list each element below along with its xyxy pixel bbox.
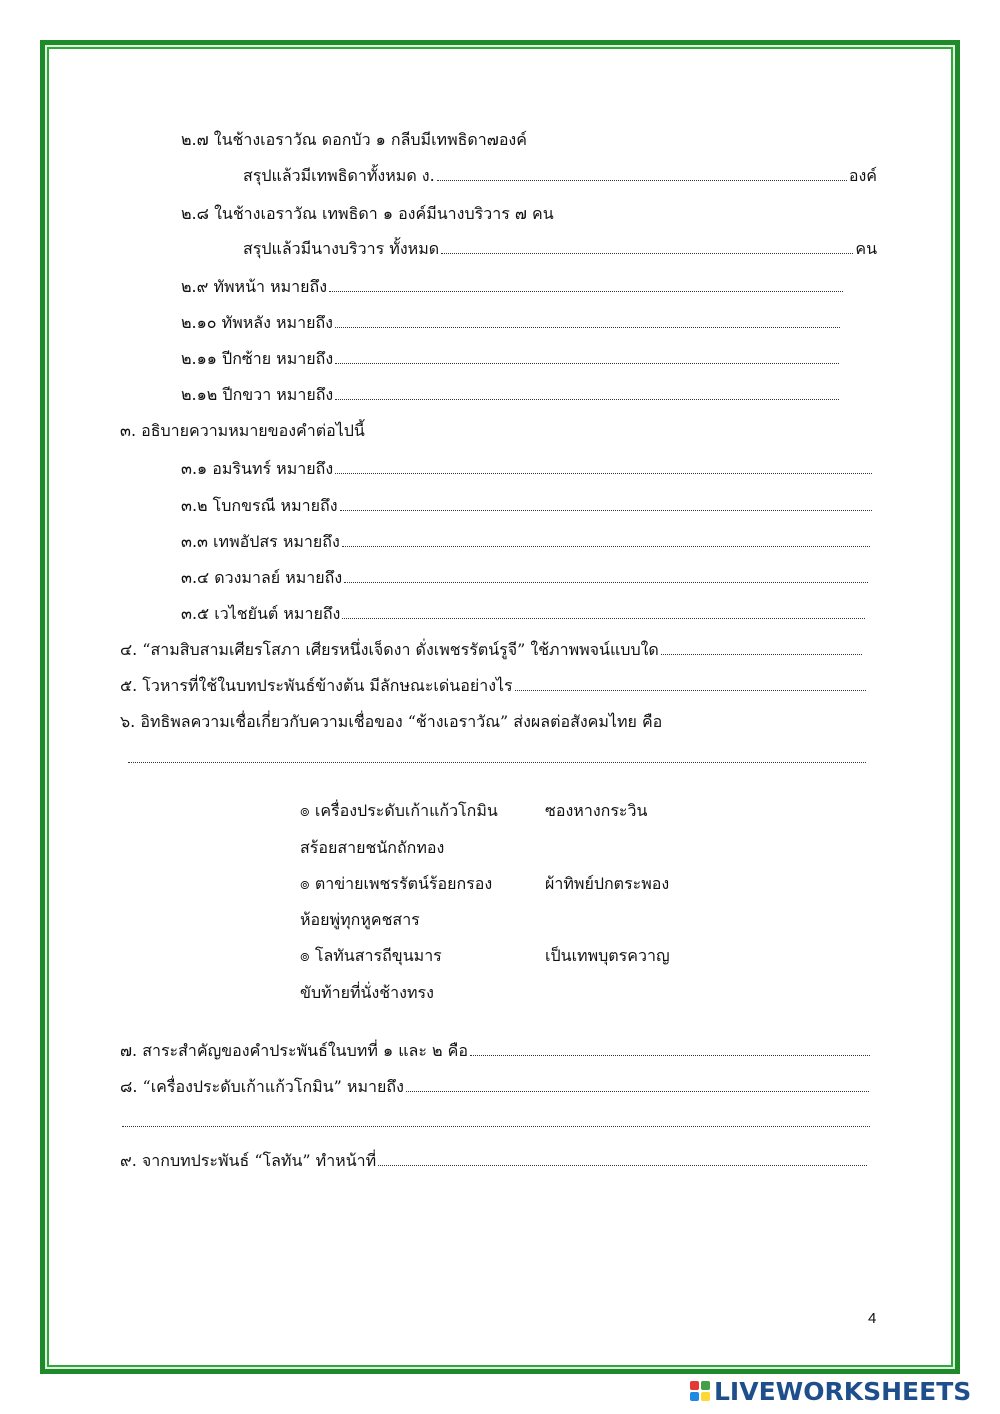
answer-blank[interactable]	[335, 349, 839, 364]
question-3: ๓. อธิบายความหมายของคำต่อไปนี้	[120, 421, 365, 440]
item-2-12: ๒.๑๒ ปีกขวา หมายถึง	[181, 384, 841, 406]
answer-blank[interactable]	[340, 496, 872, 511]
question-9: ๙. จากบทประพันธ์ “โลทัน” ทำหน้าที่	[120, 1150, 869, 1172]
item-3-4: ๓.๔ ดวงมาลย์ หมายถึง	[181, 567, 870, 589]
answer-blank[interactable]	[128, 748, 866, 763]
item-2-8-summary: สรุปแล้วมีนางบริวาร ทั้งหมด คน	[243, 239, 877, 258]
page-number: 4	[868, 1310, 877, 1327]
item-2-8: ๒.๘ ในช้างเอราวัณ เทพธิดา ๑ องค์มีนางบริวาร ๗ คน	[181, 204, 554, 223]
item-2-7-summary: สรุปแล้วมีเทพธิดาทั้งหมด ง. องค์	[243, 166, 877, 185]
answer-blank[interactable]	[342, 532, 870, 547]
answer-blank[interactable]	[406, 1077, 869, 1092]
poem-line-5a: ๏ โลทันสารถีขุนมาร	[300, 946, 442, 965]
answer-blank[interactable]	[342, 604, 865, 619]
question-4: ๔. “สามสิบสามเศียรโสภา เศียรหนึ่งเจ็ดงา ดั่งเพชรรัตน์รูจี” ใช้ภาพพจน์แบบใด	[120, 639, 864, 661]
answer-blank[interactable]	[335, 313, 840, 328]
answer-blank[interactable]	[470, 1041, 870, 1056]
poem-line-1a: ๏ เครื่องประดับเก้าแก้วโกมิน	[300, 801, 498, 820]
answer-blank[interactable]	[515, 676, 866, 691]
answer-blank[interactable]	[122, 1112, 870, 1127]
item-2-10: ๒.๑๐ ทัพหลัง หมายถึง	[181, 312, 842, 334]
item-3-3: ๓.๓ เทพอัปสร หมายถึง	[181, 531, 872, 553]
answer-blank[interactable]	[378, 1151, 867, 1166]
poem-line-2a: สร้อยสายชนักถักทอง	[300, 838, 445, 857]
answer-blank[interactable]	[661, 640, 862, 655]
question-6-answer-line	[126, 748, 868, 763]
answer-blank[interactable]	[344, 568, 868, 583]
poem-line-5b: เป็นเทพบุตรควาญ	[545, 946, 670, 965]
answer-blank[interactable]	[329, 277, 843, 292]
poem-line-4a: ห้อยพู่ทุกหูคชสาร	[300, 910, 420, 929]
brand-name: LIVEWORKSHEETS	[714, 1376, 972, 1406]
item-2-7: ๒.๗ ในช้างเอราวัณ ดอกบัว ๑ กลีบมีเทพธิดา๗องค์	[181, 130, 527, 149]
logo-tiles-icon	[690, 1381, 710, 1401]
answer-blank[interactable]	[335, 459, 872, 474]
item-2-11: ๒.๑๑ ปีกซ้าย หมายถึง	[181, 348, 841, 370]
item-3-5: ๓.๕ เวไชยันต์ หมายถึง	[181, 603, 867, 625]
poem-line-3b: ผ้าทิพย์ปกตระพอง	[545, 874, 670, 893]
question-6: ๖. อิทธิพลความเชื่อเกี่ยวกับความเชื่อของ “ช้างเอราวัณ” ส่งผลต่อสังคมไทย คือ	[120, 712, 663, 731]
answer-blank[interactable]	[437, 166, 847, 181]
liveworksheets-logo	[690, 1377, 971, 1405]
answer-blank[interactable]	[335, 385, 839, 400]
poem-line-1b: ซองหางกระวิน	[545, 801, 648, 820]
item-2-9: ๒.๙ ทัพหน้า หมายถึง	[181, 276, 845, 298]
question-8-answer-line	[120, 1112, 872, 1127]
item-3-2: ๓.๒ โบกขรณี หมายถึง	[181, 495, 874, 517]
poem-line-6a: ขับท้ายที่นั่งช้างทรง	[300, 983, 434, 1002]
question-8: ๘. “เครื่องประดับเก้าแก้วโกมิน” หมายถึง	[120, 1076, 871, 1098]
poem-line-3a: ๏ ตาข่ายเพชรรัตน์ร้อยกรอง	[300, 874, 493, 893]
answer-blank[interactable]	[441, 239, 853, 254]
item-3-1: ๓.๑ อมรินทร์ หมายถึง	[181, 458, 874, 480]
question-7: ๗. สาระสำคัญของคำประพันธ์ในบทที่ ๑ และ ๒ คือ	[120, 1040, 872, 1062]
question-5: ๕. โวหารที่ใช้ในบทประพันธ์ข้างต้น มีลักษณะเด่นอย่างไร	[120, 675, 868, 697]
